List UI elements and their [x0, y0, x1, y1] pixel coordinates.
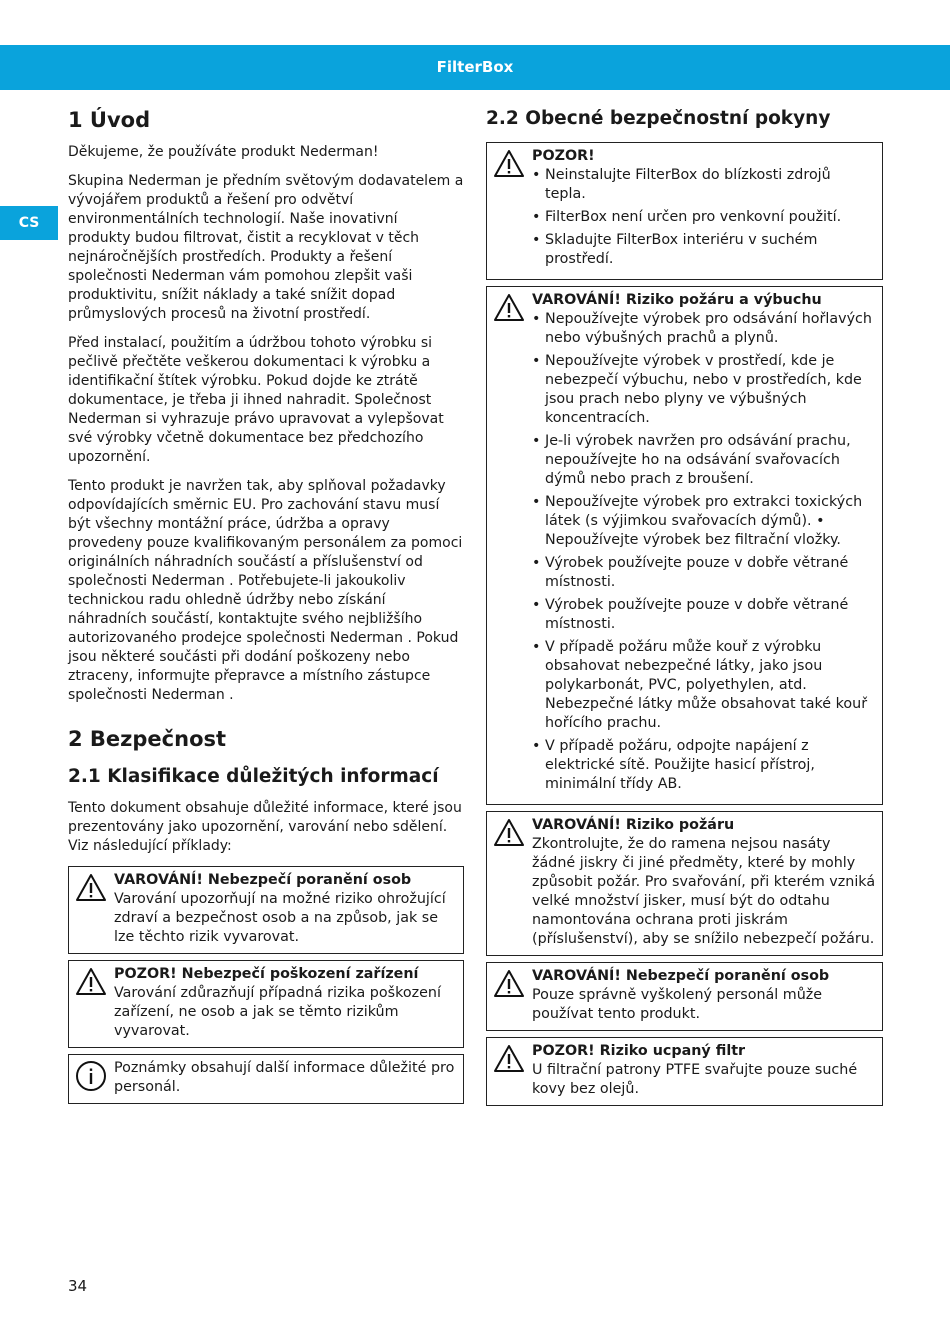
box-title: POZOR! Nebezpečí poškození zařízení: [114, 965, 419, 982]
fire-warning-box: [486, 811, 883, 956]
note-example-box: [68, 1054, 464, 1104]
intro-paragraph: Skupina Nederman je předním světovým dodavatelem a vývojářem produktů a řešení pro odvětví environmentálních technologií. Naše inovativní produkty budou filtrovat, čistit a recyklovat v těch nejnáročnějších prostředích. Produkty a řešení společnosti Nederman vám pomohou zlepšit vaši produktivitu, snížit náklady a také snížit dopad průmyslových procesů na životní prostředí.: [68, 173, 464, 323]
box-title: VAROVÁNÍ! Riziko požáru: [532, 817, 735, 834]
list-item: • Nepoužívejte výrobek v prostředí, kde je nebezpečí výbuchu, nebo v prostředích, kde jsou prach nebo plyny ve výbušných koncentracích.: [532, 352, 876, 428]
warning-triangle-icon: [493, 1043, 525, 1075]
section-2-heading: 2 Bezpečnost: [68, 727, 227, 752]
section-2-1-heading: 2.1 Klasifikace důležitých informací: [68, 766, 439, 788]
header-title: FilterBox: [436, 58, 514, 76]
fire-explosion-warning-box: [486, 286, 883, 805]
list-item: • Nepoužívejte výrobek pro odsávání hořlavých nebo výbušných prachů a plynů.: [532, 310, 876, 348]
list-item: • Nepoužívejte výrobek pro extrakci toxických látek (s výjimkou svařovacích dýmů). • Nepoužívejte výrobek bez filtrační vložky.: [532, 493, 876, 550]
list-item: • V případě požáru může kouř z výrobku obsahovat nebezpečné látky, jako jsou polykarbonát, PVC, polyethylen, atd. Nebezpečné látky může obsahovat také kouř hořícího prachu.: [532, 638, 876, 733]
section-1-heading: 1 Úvod: [68, 108, 151, 132]
box-text: Zkontrolujte, že do ramena nejsou nasáty žádné jiskry či jiné předměty, které by mohly způsobit požár. Pro svařování, při kterém vzniká velké množství jisker, musí být do odtahu namontována ochrana proti jiskrám (příslušenství), aby se snížilo nebezpečí požáru.: [532, 836, 876, 948]
left-column: [68, 108, 464, 1110]
box-text: U filtrační patrony PTFE svařujte pouze suché kovy bez olejů.: [532, 1062, 858, 1098]
box-title: POZOR!: [532, 148, 595, 165]
list-item: • Výrobek používejte pouze v dobře větrané místnosti.: [532, 596, 876, 634]
list-item: • Je-li výrobek navržen pro odsávání prachu, nepoužívejte ho na odsávání svařovacích dýmů nebo prach z broušení.: [532, 432, 876, 489]
caution-box: [486, 142, 883, 280]
classification-text: Tento dokument obsahuje důležité informace, které jsou prezentovány jako upozornění, varování nebo sdělení. Viz následující příklady:: [68, 799, 462, 854]
box-text: Pouze správně vyškolený personál může používat tento produkt.: [532, 987, 823, 1023]
list-item: • V případě požáru, odpojte napájení z elektrické sítě. Použijte hasicí přístroj, minimální třídy AB.: [532, 737, 876, 794]
list-item: • FilterBox není určen pro venkovní použití.: [532, 208, 876, 227]
list-item: • Skladujte FilterBox interiéru v suchém prostředí.: [532, 231, 876, 269]
box-text: Poznámky obsahují další informace důležité pro personál.: [114, 1059, 455, 1095]
box-title: VAROVÁNÍ! Nebezpečí poranění osob: [532, 968, 830, 985]
clogged-filter-caution-box: [486, 1037, 883, 1106]
language-tab: CS: [0, 206, 58, 240]
box-title: VAROVÁNÍ! Riziko požáru a výbuchu: [532, 292, 822, 309]
section-2-2-heading: 2.2 Obecné bezpečnostní pokyny: [486, 108, 831, 129]
list-item: • Neinstalujte FilterBox do blízkosti zdrojů tepla.: [532, 166, 876, 204]
box-title: POZOR! Riziko ucpaný filtr: [532, 1043, 746, 1060]
warning-triangle-icon: [75, 966, 107, 998]
warning-triangle-icon: [75, 872, 107, 904]
right-column: [486, 108, 883, 1112]
box-text: Varování zdůrazňují případná rizika poškození zařízení, ne osob a jak se těmto rizikům vyvarovat.: [114, 984, 441, 1039]
fire-explosion-list: [532, 310, 876, 794]
page-number: 34: [68, 1277, 88, 1295]
caution-list: [532, 166, 876, 269]
info-circle-icon: [75, 1060, 107, 1092]
warning-triangle-icon: [493, 968, 525, 1000]
intro-paragraph: Tento produkt je navržen tak, aby splňoval požadavky odpovídajících směrnic EU. Pro zachování stavu musí být všechny montážní práce, údržba a opravy provedeny pouze kvalifikovaným personálem za pomoci originálních náhradních součástí a příslušenství od společnosti Nederman . Potřebujete-li jakoukoliv technickou radu ohledně údržby nebo získání náhradních součástí, kontaktujte svého nejbližšího autorizovaného prodejce společnosti Nederman . Pokud jsou některé součásti při dodání poškozeny nebo ztraceny, informujte přepravce a místního zástupce společnosti Nederman .: [68, 478, 463, 704]
box-text: Varování upozorňují na možné riziko ohrožující zdraví a bezpečnost osob a na způsob, jak se lze těchto rizik vyvarovat.: [114, 890, 446, 945]
list-item: • Výrobek používejte pouze v dobře větrané místnosti.: [532, 554, 876, 592]
intro-paragraph: Děkujeme, že používáte produkt Nederman!: [68, 144, 379, 161]
injury-warning-box: [486, 962, 883, 1031]
box-title: VAROVÁNÍ! Nebezpečí poranění osob: [114, 871, 412, 888]
warning-triangle-icon: [493, 148, 525, 180]
warning-triangle-icon: [493, 817, 525, 849]
intro-paragraph: Před instalací, použitím a údržbou tohoto výrobku si pečlivě přečtěte veškerou dokumentaci k výrobku a identifikační štítek výrobku. Pokud dojde ke ztrátě dokumentace, je třeba ji ihned nahradit. Společnost Nederman si vyhrazuje právo upravovat a vylepšovat své výrobky včetně dokumentace bez předchozího upozornění.: [68, 335, 444, 466]
header-bar: [0, 45, 950, 90]
warning-example-box: [68, 866, 464, 954]
caution-example-box: [68, 960, 464, 1048]
warning-triangle-icon: [493, 292, 525, 324]
